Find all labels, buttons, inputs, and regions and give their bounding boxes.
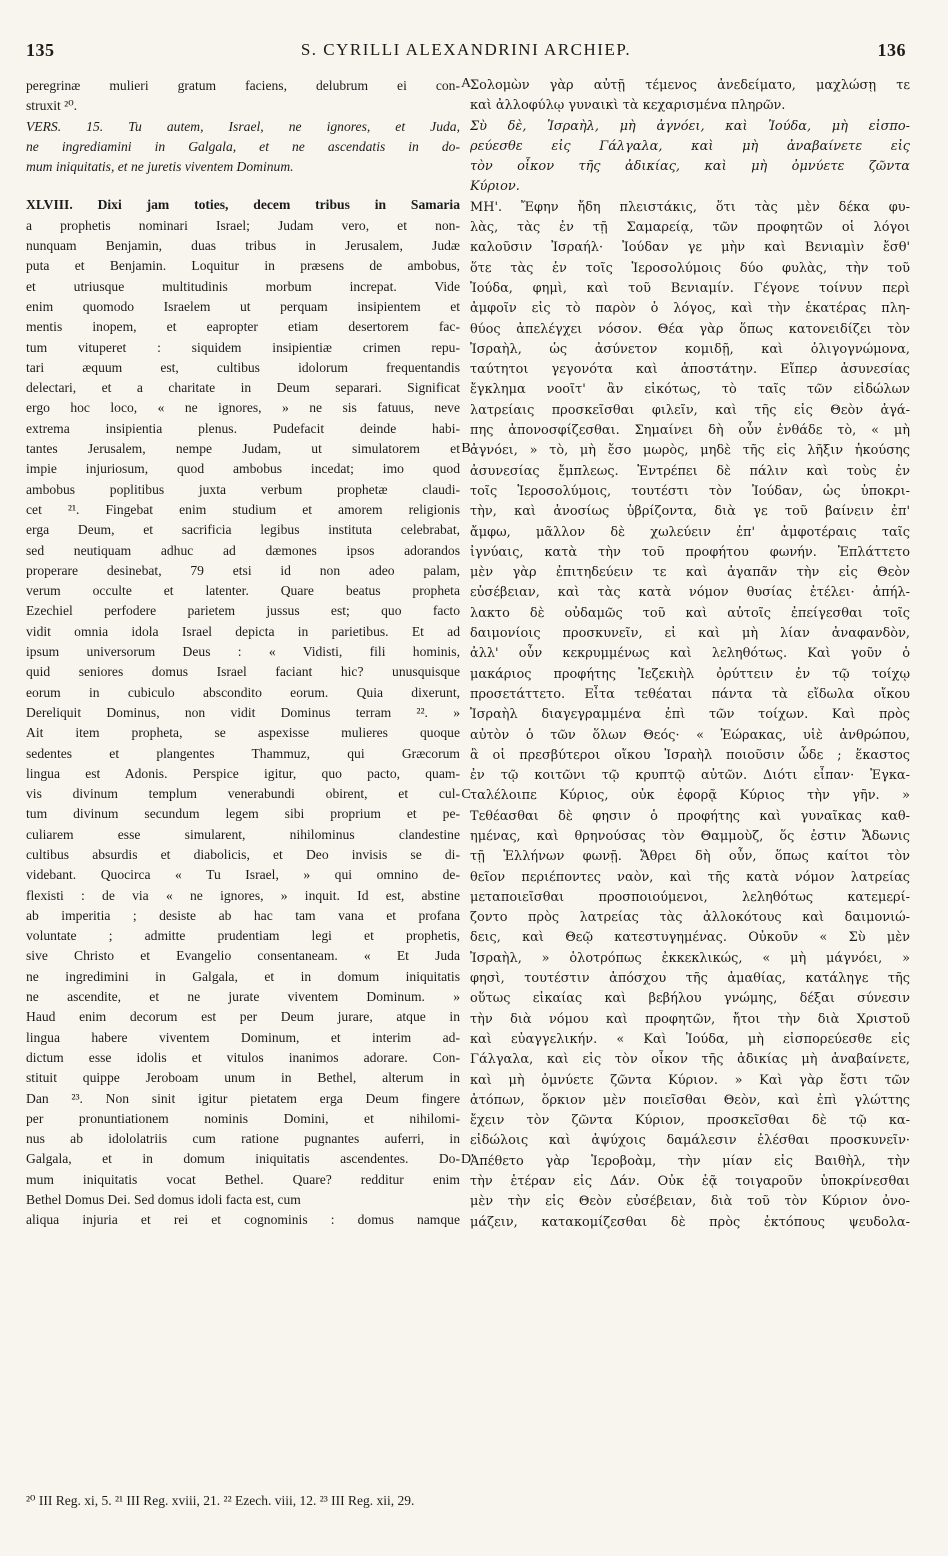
text-line: tum vituperet : siquidem insipientiæ crimen repu- [26,339,460,355]
page-number-left: 135 [26,40,55,60]
text-line: Ἰσραὴλ, ὡς ἀσύνετον κομιδῇ, καὶ ὀλιγογνώμονα, [470,341,910,357]
running-title: S. CYRILLI ALEXANDRINI ARCHIEP. [300,40,632,59]
text-line: Haud enim decorum est per Deum jurare, atque in [26,1009,460,1025]
text-line: λατρείαις προσκεῖσθαι φιλεῖν, καὶ τῆς εἰς Θεὸν ἀγά- [470,402,910,418]
text-line: θύος ἀπελέγχει νόσον. Θέα γὰρ ὅπως κατονειδίζει τὸν [470,321,910,337]
text-line: ταύτητοι γεγονότα καὶ ἀποστάτην. Εἴπερ ἀσυνεσίας [470,362,910,378]
text-line: ἰγνύαις, κατὰ τὴν τοῦ προφήτου φωνήν. Ἐπλάττετο [470,544,910,560]
text-line: sive Christo et Evangelio consentaneam. « Et Juda [26,948,460,964]
text-line: aliqua injuria et rei et cognominis : domus namque [26,1212,460,1228]
text-line: peregrinæ mulieri gratum faciens, delubrum ei con- [26,78,460,93]
text-line: καλοῦσιν Ἰσραήλ· Ἰούδαν γε μὴν καὶ Βενιαμὶν ἔσθ' [470,240,910,256]
text-line: erga Deum, et sacrificia legibus instituta celebrabat, [26,522,460,538]
text-line: sed neutiquam adhuc ad dæmones ipsos adorandos [26,542,460,558]
text-line: cet ²¹. Fingebat enim studium et amorem religionis [26,501,460,517]
text-line: καὶ μὴ ὀμνύετε ζῶντα Κύριον. » Καὶ γὰρ ἔστι τῶν [470,1072,910,1088]
text-line: lingua habere viventem Dominum, et interim ad- [26,1029,460,1045]
text-line: Γάλγαλα, καὶ εἰς τὸν οἶκον τῆς ἀδικίας μὴ ἀναβαίνετε, [470,1052,910,1068]
text-line: μεταποιεῖσθαι προσποιούμενοι, λεληθότως κατεμερί- [470,889,910,905]
text-line: verum occulte et latenter. Quare beatus propheta [26,583,460,599]
text-line: tum divinum secundum legem sibi proprium et pe- [26,806,460,822]
text-line [26,177,460,195]
margin-letter-b: B [461,441,471,456]
text-line: εἰδώλοις καὶ ἀψύχοις δαμάλεσιν ἐλέσθαι προσκυνεῖν· [470,1133,910,1149]
latin-column [26,76,460,1231]
text-line: Σὺ δὲ, Ἰσραὴλ, μὴ ἀγνόει, καὶ Ἰούδα, μὴ εἰσπο- [470,118,910,134]
text-line: voluntate ; admitte prudentiam legi et prophetis, [26,928,460,944]
footnotes: ²⁰ III Reg. xi, 5. ²¹ III Reg. xviii, 21. ²² Ezech. viii, 12. ²³ III Reg. xii, 29. [26,1493,415,1508]
text-line: Ezechiel perfodere parietem jussus est; quo facto [26,603,460,619]
text-line: εὐσέβειαν, καὶ τὰς κατὰ νόμον θυσίας ἐτέλει· ἀπήλ- [470,585,910,601]
text-line: ἔγκλημα νοοῖτ' ἂν εἰκότως, τὸ ταῖς τῶν εἰδώλων [470,382,910,398]
text-line: mum iniquitatis vocat Bethel. Quare? redditur enim [26,1171,460,1187]
text-line: impie injuriosum, quod ambobus incedat; imo quod [26,461,460,477]
text-line: θεῖον περιέποντες ναὸν, καὶ τῆς κατὰ νόμον λατρείας [470,869,910,885]
text-line: tari æquum est, cultibus idolorum frequentandis [26,359,460,375]
text-line: ΜΗ'. Ἔφην ἤδη πλειστάκις, ὅτι τὰς μὲν δέκα φυ- [470,199,910,215]
text-line: extrema insipientia plenus. Pudefacit deinde habi- [26,420,460,436]
text-line: struxit ²⁰. [26,98,78,114]
text-line: XLVIII. Dixi jam toties, decem tribus in Samaria [26,197,460,213]
text-line: ζοντο πρὸς λατρείας τὰς ἀλλοκότους καὶ δαιμονιώ- [470,910,910,926]
text-line: Dereliquit Dominus, non vidit Dominus terram ²². » [26,704,460,720]
text-line: nunquam Benjamin, duas tribus in Jerusalem, Judæ [26,238,460,254]
text-line: a prophetis nominari Israel; Judam vero, et non- [26,217,460,233]
text-line: ρεύεσθε εἰς Γάλγαλα, καὶ μὴ ἀναβαίνετε εἰς [470,138,910,154]
text-line: nus ab idololatriis cum ratione pugnantes auferri, in [26,1131,460,1147]
text-line: ab imperitia ; desiste ab hac tam vana et profana [26,907,460,923]
text-line: μὲν γὰρ ἐπιτηδεύειν τε καὶ ἀγαπᾶν τὴν εἰς Θεὸν [470,565,910,581]
text-line: ipsum universorum Deus : « Vidisti, fili hominis, [26,644,460,660]
text-line: properare desinebat, 79 etsi id non adeo palam, [26,562,460,578]
text-line: τὴν, καὶ ἀνοσίως ὑβρίζοντα, διὰ γε τοῦ βαίνειν ἐπ' [470,504,910,520]
text-line: videbant. Quocirca « Tu Israel, » qui omnino de- [26,867,460,883]
text-line: ἐν τῷ κοιτῶνι τῷ κρυπτῷ αὐτῶν. Διότι εἶπαν· Ἐγκα- [470,768,910,784]
text-line: ergo hoc loco, « ne ignores, » ne sis fatuus, neve [26,400,460,416]
text-line: προσετάττετο. Εἶτα τεθέαται πάντα τὰ εἴδωλα οἴκου [470,686,910,702]
text-line: per pronuntiationem nominis Domini, et nihilomi- [26,1110,460,1126]
text-line: Ἰσραὴλ διαγεγραμμένα ἐπὶ τῶν τοίχων. Καὶ πρὸς [470,707,910,723]
text-line: μάζειν, κατακομίζεσθαι δὲ πρὸς ἐκτόπους ψευδολα- [470,1214,910,1230]
text-line: τῇ Ἑλλήνων φωνῇ. Ἄθρει δὴ οὖν, ὅπως καίτοι τὸν [470,849,910,865]
text-line: ambobus poplitibus juxta verbum prophetæ claudi- [26,481,460,497]
text-line: λακτο δὲ οὐδαμῶς τοῦ καὶ αὐτοῖς ἐπείγεσθαι τοῖς [470,605,910,621]
text-line: ἀμφοῖν εἰς τὸ παρὸν ὁ λόγος, καὶ τὴν ἑκατέρας πλη- [470,301,910,317]
text-line: ἃ οἱ πρεσβύτεροι οἴκου Ἰσραὴλ ποιοῦσιν ὧδε ; ἕκαστος [470,747,910,763]
text-line: ne ascendite, et ne jurate viventem Dominum. » [26,989,460,1005]
text-line: τὴν διὰ νόμου καὶ προφητῶν, ἤτοι τὴν διὰ Χριστοῦ [470,1011,910,1027]
text-line: αὐτὸν ὁ τῶν ὅλων Θεός· « Ἑώρακας, υἱὲ ἀνθρώπου, [470,727,910,743]
text-line: καὶ εὐαγγελικήν. « Καὶ Ἰούδα, μὴ εἰσπορεύεσθε εἰς [470,1031,910,1047]
text-line: Σολομὼν γὰρ αὐτῇ τέμενος ἀνεδείματο, μαχλώσῃ τε [470,78,910,93]
text-line: delectari, et a charitate in Deum separari. Significat [26,380,460,396]
text-line: καὶ ἀλλοφύλῳ γυναικὶ τὰ κεχαρισμένα πληρῶν. [470,98,786,114]
text-line: Ἰσραὴλ, » ὁλοτρόπως ἐκκεκλικώς, « μὴ μάγνόει, » [470,950,910,966]
text-line: Κύριον. [470,179,520,195]
text-line: τὴν ἑτέραν εἰς Δάν. Οὐκ ἐᾷ τοιγαροῦν ὑποκρίνεσθαι [470,1174,910,1190]
text-line: ἀλλ' οὖν κεκρυμμένως καὶ λεληθότως. Καὶ γοῦν ὁ [470,646,910,662]
text-line: δεις, καὶ Θεῷ κατεστυγημένας. Οὐκοῦν « Σὺ μὲν [470,930,910,946]
text-line: Galgala, et in domum iniquitatis ascendentes. Do- [26,1151,460,1167]
text-line: ne ingrediamini in Galgala, et ne ascendatis in do- [26,138,460,154]
text-line: stituit quippe Jeroboam unum in Bethel, alterum in [26,1070,460,1086]
text-line: culiarem esse simularent, nihilominus clandestine [26,826,460,842]
text-line: mentis inopem, et eapropter etiam desertorem fac- [26,319,460,335]
text-line: φησὶ, τουτέστιν ἀπόσχου τῆς ἀμαθίας, κατάληγε τῆς [470,971,910,987]
text-line: Ait item propheta, se aspexisse mulieres quoque [26,725,460,741]
page-header [26,40,906,66]
text-line: λὰς, τὰς ἐν τῇ Σαμαρείᾳ, τῶν προφητῶν οἱ λόγοι [470,220,910,236]
margin-letter-d: D [460,1152,472,1167]
text-line: τὸν οἶκον τῆς ἀδικίας, καὶ μὴ ὀμνύετε ζῶντα [470,159,910,175]
margin-letter-a: A [460,76,472,91]
text-line: ἀγνόει, » τὸ, μὴ ἔσο μωρὸς, μηδὲ τῆς εἰς λῆξιν ἡκούσης [470,443,910,459]
text-line: δαιμονίοις προσκυνεῖν, εἰ καὶ μὴ λίαν ἀναφανδὸν, [470,626,910,642]
page-number-right: 136 [877,40,906,60]
text-line: ἀσυνεσίας ἔμπλεως. Ἐντρέπει δὲ πάλιν καὶ τοὺς ἐν [470,463,910,479]
text-line: et utriusque multitudinis morbum increpat. Vide [26,278,460,294]
text-line: vidit omnia idola Israel depicta in parietibus. Et ad [26,623,460,639]
margin-letter-c: C [461,787,471,802]
text-line: Ἀπέθετο γὰρ Ἱεροβοὰμ, τὴν μίαν εἰς Βαιθὴλ, τὴν [470,1153,910,1169]
text-line: mum iniquitatis, et ne juretis viventem Dominum. [26,159,294,175]
text-line: puta et Benjamin. Loquitur in præsens de ambobus, [26,258,460,274]
text-line: Bethel Domus Dei. Sed domus idoli facta est, cum [26,1192,301,1208]
text-line: ἔχειν τὸν ζῶντα Κύριον, προσκεῖσθαι δὲ τῷ κα- [470,1113,910,1129]
text-line: VERS. 15. Tu autem, Israel, ne ignores, et Juda, [26,118,460,134]
text-line: ταλέλοιπε Κύριος, οὐκ ἐφορᾷ Κύριος τὴν γῆν. » [470,788,910,804]
text-line: Dan ²³. Non sinit igitur pietatem erga Deum fingere [26,1090,460,1106]
text-line: πης ἀπονοσφίζεσθαι. Σημαίνει δὴ οὖν ἐνθάδε τὸ, « μὴ [470,423,910,439]
text-line: tantes Jerusalem, nempe Judam, ut simulatorem et [26,441,460,457]
text-line: ὅτε τὰς ἐν τοῖς Ἱεροσολύμοις δύο φυλὰς, τὴν τοῦ [470,260,910,276]
text-line: flexisti : de via « ne ignores, » inquit. Id est, abstine [26,887,460,903]
text-line: sedentes et plangentes Thammuz, qui Græcorum [26,745,460,761]
text-line: lingua est Adonis. Perspice igitur, quo pacto, quam- [26,765,460,781]
text-line: ἄμφω, μᾶλλον δὲ χωλεύειν ἐπ' ἀμφοτέραις ταῖς [470,524,910,540]
text-line: enim quomodo Israelem ut perquam insipientem et [26,298,460,314]
text-line: quid seniores domus Israel faciant hic? unusquisque [26,664,460,680]
text-line: dictum esse idolis et vitulos inanimos adorare. Con- [26,1049,460,1065]
text-line: cultibus absurdis et diabolicis, et Deo invisis se di- [26,846,460,862]
text-line: ημένας, καὶ θρηνούσας τὸν Θαμμοὺζ, ὅς ἐστιν Ἄδωνις [470,828,910,844]
greek-column [470,76,910,1233]
text-line: μακάριος προφήτης Ἰεζεκιὴλ ὀρύττειν ἐν τῷ τοίχῳ [470,666,910,682]
text-line: ἀτόπων, ὅρκιον μὲν ποιεῖσθαι Θεὸν, καὶ ἐπὶ γλώττης [470,1092,910,1108]
text-line: eorum in cubiculo abscondito eorum. Quia dixerunt, [26,684,460,700]
text-line: ne ingredimini in Galgala, et in domum iniquitatis [26,968,460,984]
text-line: Τεθέασθαι δὲ φησιν ὁ προφήτης καὶ γυναῖκας καθ- [470,808,910,824]
text-line: μὲν τὴν εἰς Θεὸν εὐσέβειαν, διὰ τοῦ τὸν Κύριον ὀνο- [470,1194,910,1210]
text-line: vis divinum templum venerabundi obirent, et cul- [26,786,460,802]
text-line: Ἰούδα, φημὶ, καὶ τοῦ Βενιαμίν. Γέγονε τοίνυν περὶ [470,280,910,296]
text-line: οὕτως εἰκαίας καὶ βεβήλου γνώμης, δέξαι σύνεσιν [470,991,910,1007]
text-line: τοῖς Ἱεροσολύμοις, τουτέστι τὸν Ἰούδαν, ὡς ὑποκρι- [470,483,910,499]
